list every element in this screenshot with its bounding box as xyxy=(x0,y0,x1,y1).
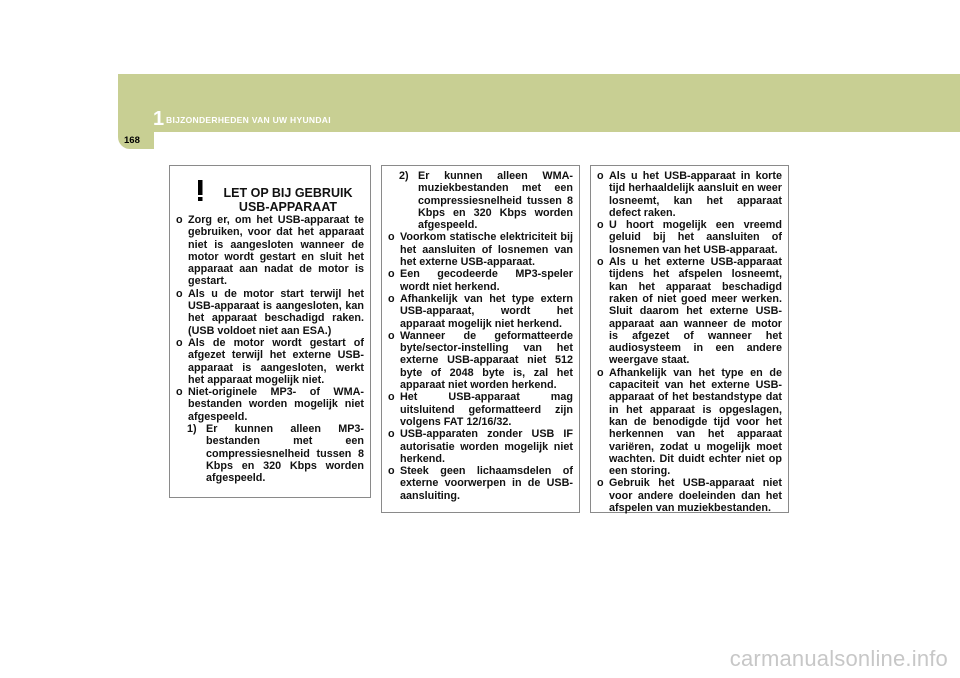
bullet: o xyxy=(597,477,604,490)
list-item xyxy=(388,465,573,502)
list-item-text: Als u het externe USB-apparaat tijdens het afspelen losneemt, kan het apparaat beschadigd raken of niet goed meer werken. Sluit daarom het externe USB-apparaat aan wanneer de motor is afgezet of wanneer het audiosysteem in een andere weergave staat. xyxy=(609,256,782,367)
bullet: o xyxy=(176,386,183,399)
list-item-text: Als de motor wordt gestart of afgezet terwijl het externe USB-apparaat is aangesloten, werkt het apparaat mogelijk niet. xyxy=(188,336,364,386)
bullet: o xyxy=(176,287,183,300)
list-item xyxy=(388,428,573,465)
list-item-text: Niet-originele MP3- of WMA-bestanden worden mogelijk niet afgespeeld. xyxy=(188,386,364,423)
bullet: o xyxy=(388,428,395,441)
list-item-text: Gebruik het USB-apparaat niet voor andere doeleinden dan het afspelen van muziekbestanden. xyxy=(609,477,782,515)
bullet: o xyxy=(388,329,395,342)
list-item xyxy=(388,268,573,293)
bullet: o xyxy=(388,391,395,404)
bullet: o xyxy=(597,366,604,379)
bullet: o xyxy=(388,231,395,244)
bullet: o xyxy=(388,292,395,305)
sub-item-number: 2) xyxy=(399,170,409,182)
list-item xyxy=(388,231,573,268)
page-number: 168 xyxy=(124,135,140,146)
list-item xyxy=(597,477,782,514)
warning-title xyxy=(218,186,358,214)
bullet: o xyxy=(388,465,395,478)
warning-title-line1: LET OP BIJ GEBRUIK xyxy=(223,186,353,200)
sub-item-text: Er kunnen alleen MP3-bestanden met een compressiesnelheid tussen 8 Kbps en 320 Kbps worden afgespeeld. xyxy=(206,423,364,485)
list-item-text: Een gecodeerde MP3-speler wordt niet herkend. xyxy=(400,268,573,293)
watermark: carmanualsonline.info xyxy=(729,646,948,671)
bullet: o xyxy=(597,219,604,232)
list-item-text: U hoort mogelijk een vreemd geluid bij het aansluiten of losnemen van het USB-apparaat. xyxy=(609,219,782,256)
list-item xyxy=(176,337,364,386)
list-item-text: Als u het USB-apparaat in korte tijd herhaaldelijk aansluit en weer losneemt, kan het apparaat defect raken. xyxy=(609,170,782,219)
sub-item-number: 1) xyxy=(187,423,197,436)
bullet: o xyxy=(597,256,604,269)
bullet: o xyxy=(597,170,604,182)
list-item xyxy=(176,214,364,288)
list-item-text: Steek geen lichaamsdelen of externe voorwerpen in de USB-aansluiting. xyxy=(400,465,573,502)
list-item-text: Afhankelijk van het type en de capaciteit van het externe USB-apparaat of het bestandstype dat in het apparaat is opgeslagen, kan de benodigde tijd voor het herkennen van het apparaat variëren, zodat u mogelijk moet wachten. Dit duidt echter niet op een storing. xyxy=(609,366,782,478)
warning-header xyxy=(176,170,364,214)
numbered-sub-item xyxy=(176,423,364,484)
list-item xyxy=(597,256,782,367)
bullet: o xyxy=(176,214,183,226)
warning-box xyxy=(169,165,371,498)
list-item xyxy=(176,386,364,423)
chapter-number: 1 xyxy=(153,108,165,130)
sub-item-text: Er kunnen alleen WMA-muziekbestanden met een compressiesnelheid tussen 8 Kbps en 320 Kbps worden afgespeeld. xyxy=(418,170,573,232)
content-box-2 xyxy=(381,165,580,513)
list-item xyxy=(388,330,573,391)
bullet: o xyxy=(388,268,395,281)
list-item xyxy=(388,391,573,428)
list-item-text: USB-apparaten zonder USB IF autorisatie worden mogelijk niet herkend. xyxy=(400,428,573,465)
content-box-3 xyxy=(590,165,789,513)
list-item-text: Afhankelijk van het type extern USB-apparaat, wordt het apparaat mogelijk niet herkend. xyxy=(400,292,573,330)
list-item xyxy=(176,288,364,337)
list-item-text: Voorkom statische elektriciteit bij het aansluiten of losnemen van het externe USB-apparaat. xyxy=(400,231,573,269)
list-item xyxy=(597,219,782,256)
list-item-text: Zorg er, om het USB-apparaat te gebruiken, voor dat het apparaat niet is aangesloten wanneer de motor wordt gestart en sluit het apparaat aan nadat de motor is gestart. xyxy=(188,214,364,288)
list-item-text: Als u de motor start terwijl het USB-apparaat is aangesloten, kan het apparaat beschadigd raken. (USB voldoet niet aan ESA.) xyxy=(188,287,364,337)
exclamation-triangle-icon xyxy=(182,174,218,204)
list-item-text: Het USB-apparaat mag uitsluitend geformatteerd zijn volgens FAT 12/16/32. xyxy=(400,391,573,428)
warning-title-line2: USB-APPARAAT xyxy=(238,200,338,214)
bullet: o xyxy=(176,336,183,349)
list-item-text: Wanneer de geformatteerde byte/sector-instelling van het externe USB-apparaat niet 512 byte of 2048 byte is, zal het apparaat niet worden herkend. xyxy=(400,329,573,392)
chapter-title: BIJZONDERHEDEN VAN UW HYUNDAI xyxy=(166,115,331,125)
numbered-sub-item xyxy=(388,170,573,231)
list-item xyxy=(597,367,782,478)
list-item xyxy=(597,170,782,219)
list-item xyxy=(388,293,573,330)
